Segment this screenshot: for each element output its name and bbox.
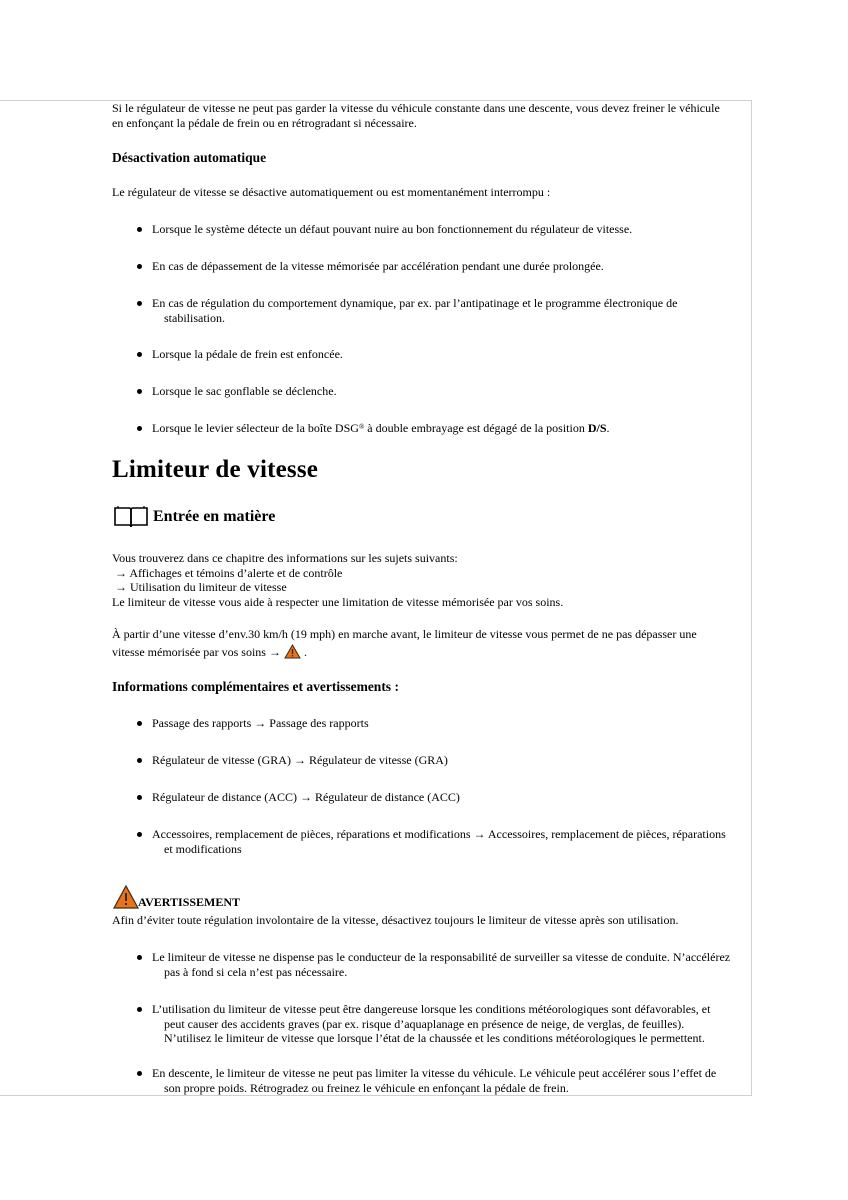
intro-section-header: Entrée en matière bbox=[113, 505, 275, 529]
bullet bbox=[137, 389, 142, 394]
warning-header bbox=[113, 885, 240, 909]
list-item-link[interactable]: Accessoires, remplacement de pièces, réparations et modifications → Accessoires, remplacement de pièces, réparations et modifications bbox=[152, 827, 726, 856]
warning-item: Le limiteur de vitesse ne dispense pas le conducteur de la responsabilité de surveiller sa vitesse de conduite. N’accélérez pas à fond si cela n’est pas nécessaire. bbox=[152, 950, 731, 979]
list-item-dsg: Lorsque le levier sélecteur de la boîte DSG® à double embrayage est dégagé de la position D/S. bbox=[152, 421, 610, 435]
bullet bbox=[137, 758, 142, 763]
bullet bbox=[137, 1071, 142, 1076]
list-item: Lorsque la pédale de frein est enfoncée. bbox=[152, 347, 343, 361]
list-item-link[interactable]: Régulateur de distance (ACC) → Régulateur de distance (ACC) bbox=[152, 790, 460, 804]
list-item: Lorsque le sac gonflable se déclenche. bbox=[152, 384, 337, 398]
topic-link[interactable]: → Affichages et témoins d’alerte et de contrôle bbox=[115, 565, 343, 580]
list-item-link[interactable]: Passage des rapports → Passage des rapports bbox=[152, 716, 369, 730]
bullet bbox=[137, 352, 142, 357]
warning-triangle-icon bbox=[113, 885, 139, 909]
topic-link[interactable]: → Utilisation du limiteur de vitesse bbox=[115, 580, 287, 594]
bullet bbox=[137, 721, 142, 726]
bullet bbox=[137, 426, 142, 431]
bullet bbox=[137, 795, 142, 800]
bullet bbox=[137, 301, 142, 306]
auto-deactivation-lead: Le régulateur de vitesse se désactive automatiquement ou est momentanément interrompu : bbox=[112, 185, 551, 199]
warning-item: En descente, le limiteur de vitesse ne peut pas limiter la vitesse du véhicule. Le véhicule peut accélérer sous l’effet de son propre poids. Rétrogradez ou freinez le véhicule en enfonçant la pédale de frein. bbox=[152, 1066, 717, 1095]
list-item: En cas de régulation du comportement dynamique, par ex. par l’antipatinage et le programme électronique de stabilisation. bbox=[152, 296, 678, 325]
list-item: En cas de dépassement de la vitesse mémorisée par accélération pendant une durée prolongée. bbox=[152, 259, 604, 273]
list-item: Lorsque le système détecte un défaut pouvant nuire au bon fonctionnement du régulateur de vitesse. bbox=[152, 222, 633, 236]
page-title: Limiteur de vitesse bbox=[112, 456, 319, 483]
bullet bbox=[137, 1007, 142, 1012]
bullet bbox=[137, 227, 142, 232]
warning-label: AVERTISSEMENT bbox=[138, 895, 241, 909]
warning-icon[interactable] bbox=[284, 644, 301, 659]
bullet bbox=[137, 264, 142, 269]
bullet bbox=[137, 955, 142, 960]
warning-item: L’utilisation du limiteur de vitesse peut être dangereuse lorsque les conditions météorologiques sont défavorables, et peut causer des accidents graves (par ex. risque d’aquaplanage en présence de neige, de verglas, de feuilles). N’utilisez le limiteur de vitesse que lorsque l’état de la chaussée et les conditions météorologiques le permettent. bbox=[152, 1002, 711, 1045]
bullet bbox=[137, 832, 142, 837]
intro-section-body: Vous trouverez dans ce chapitre des informations sur les sujets suivants: → Affichages et témoins d’alerte et de contrôle → Utilisation du limiteur de vitesse Le limiteur de vitesse vous aide à respecter une limitation de vitesse mémorisée par vos soins. bbox=[112, 551, 564, 609]
intro-paragraph: Si le régulateur de vitesse ne peut pas garder la vitesse du véhicule constante dans une descente, vous devez freiner le véhicule en enfonçant la pédale de frein ou en rétrogradant si nécessaire. bbox=[112, 101, 720, 130]
warning-lead: Afin d’éviter toute régulation involontaire de la vitesse, désactivez toujours le limiteur de vitesse après son utilisation. bbox=[112, 913, 679, 927]
section-heading-auto-deactivation: Désactivation automatique bbox=[112, 150, 267, 165]
open-book-icon bbox=[113, 505, 149, 529]
list-item-link[interactable]: Régulateur de vitesse (GRA) → Régulateur de vitesse (GRA) bbox=[152, 753, 448, 767]
speed-paragraph: À partir d’une vitesse d’env.30 km/h (19 mph) en marche avant, le limiteur de vitesse vous permet de ne pas dépasser une vitesse mémorisée par vos soins → . bbox=[112, 627, 697, 659]
section-heading-more-info: Informations complémentaires et avertissements : bbox=[112, 679, 399, 694]
